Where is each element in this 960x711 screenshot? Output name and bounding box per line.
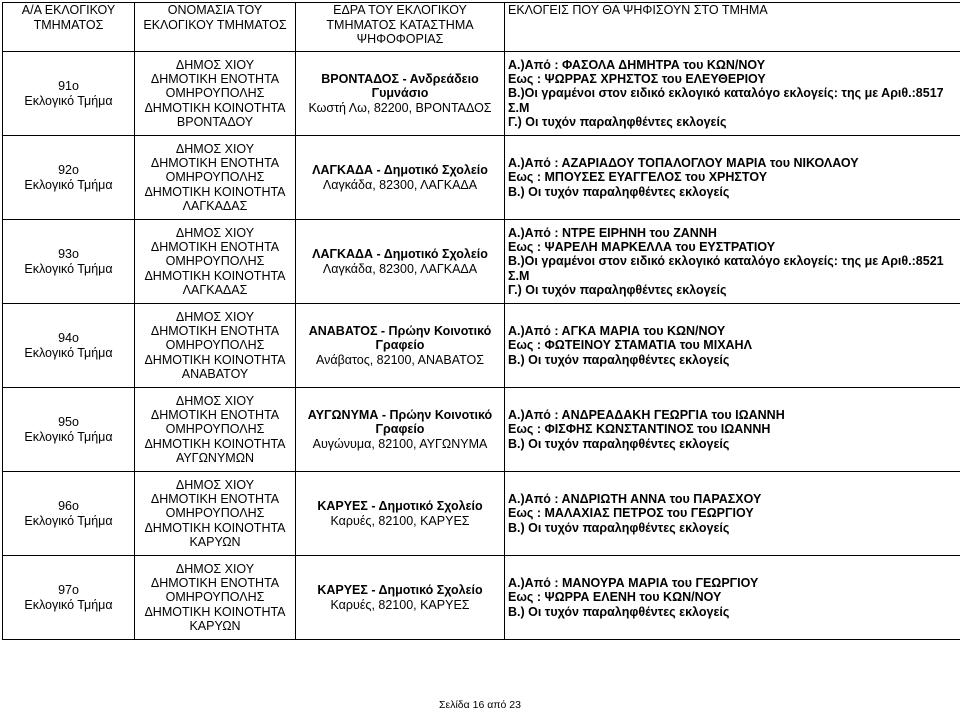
voters-line: Εως : ΜΠΟΥΣΕΣ ΕΥΑΓΓΕΛΟΣ του ΧΡΗΣΤΟΥ — [508, 170, 768, 185]
station-number-cell — [3, 472, 135, 556]
station-name-line: ΔΗΜΟΣ ΧΙΟΥ — [175, 393, 255, 408]
voters-line: Εως : ΨΩΡΡΑ ΕΛΕΝΗ του ΚΩΝ/ΝΟΥ — [508, 590, 722, 605]
station-name-line: ΔΗΜΟΤΙΚΗ ΕΝΟΤΗΤΑ — [150, 492, 280, 507]
voters-line: Εως : ΜΑΛΑΧΙΑΣ ΠΕΤΡΟΣ του ΓΕΩΡΓΙΟΥ — [508, 506, 754, 521]
station-name-line: ΔΗΜΟΤΙΚΗ ΕΝΟΤΗΤΑ — [150, 156, 280, 171]
table-row — [3, 472, 960, 556]
station-name-line: ΛΑΓΚΑΔΑΣ — [182, 282, 248, 297]
station-name-line: ΔΗΜΟΣ ΧΙΟΥ — [175, 225, 255, 240]
station-seat-cell — [296, 304, 505, 388]
station-name-line: ΔΗΜΟΤΙΚΗ ΕΝΟΤΗΤΑ — [150, 240, 280, 255]
station-label: Εκλογικό Τμήμα — [24, 429, 113, 444]
seat-title: ΒΡΟΝΤΑΔΟΣ - Ανδρεάδειο Γυμνάσιο — [321, 72, 479, 101]
station-seat-cell — [296, 472, 505, 556]
station-label: Εκλογικό Τμήμα — [24, 597, 113, 612]
station-number: 97ο — [58, 583, 79, 598]
voters-line: Α.)Από : ΦΑΣΟΛΑ ΔΗΜΗΤΡΑ του ΚΩΝ/ΝΟΥ — [508, 57, 766, 72]
station-name-line: ΟΜΗΡΟΥΠΟΛΗΣ — [165, 590, 265, 605]
station-seat-cell — [296, 220, 505, 304]
seat-address: Λαγκάδα, 82300, ΛΑΓΚΑΔΑ — [322, 261, 478, 276]
voters-line: Α.)Από : ΜΑΝΟΥΡΑ ΜΑΡΙΑ του ΓΕΩΡΓΙΟΥ — [508, 576, 759, 591]
voters-cell — [505, 556, 960, 640]
header-station-seat: ΕΔΡΑ ΤΟΥ ΕΚΛΟΓΙΚΟΥ ΤΜΗΜΑΤΟΣ ΚΑΤΑΣΤΗΜΑ ΨΗΦΟΦΟΡΙΑΣ — [296, 3, 505, 52]
station-name-line: ΒΡΟΝΤΑΔΟΥ — [176, 114, 254, 129]
seat-title: ΚΑΡΥΕΣ - Δημοτικό Σχολείο — [317, 499, 483, 514]
voters-line: Β.) Οι τυχόν παραληφθέντες εκλογείς — [508, 520, 730, 535]
seat-title: ΑΝΑΒΑΤΟΣ - Πρώην Κοινοτικό Γραφείο — [308, 324, 492, 353]
voters-line: Γ.) Οι τυχόν παραληφθέντες εκλογείς — [508, 114, 727, 129]
seat-address: Κωστή Λω, 82200, ΒΡΟΝΤΑΔΟΣ — [308, 100, 492, 115]
station-name-line: ΚΑΡΥΩΝ — [189, 534, 241, 549]
seat-title: ΛΑΓΚΑΔΑ - Δημοτικό Σχολείο — [312, 163, 488, 178]
station-name-line: ΑΥΓΩΝΥΜΩΝ — [175, 450, 255, 465]
seat-address: Λαγκάδα, 82300, ΛΑΓΚΑΔΑ — [322, 177, 478, 192]
voters-line: Α.)Από : ΑΝΔΡΙΩΤΗ ΑΝΝΑ του ΠΑΡΑΣΧΟΥ — [508, 492, 762, 507]
station-name-line: ΔΗΜΟΤΙΚΗ ΕΝΟΤΗΤΑ — [150, 408, 280, 423]
voters-line: Α.)Από : ΑΖΑΡΙΑΔΟΥ ΤΟΠΑΛΟΓΛΟΥ ΜΑΡΙΑ του ΝΙΚΟΛΑΟΥ — [508, 156, 859, 171]
voters-line: Β.) Οι τυχόν παραληφθέντες εκλογείς — [508, 184, 730, 199]
seat-title: ΑΥΓΩΝΥΜΑ - Πρώην Κοινοτικό Γραφείο — [307, 408, 493, 437]
station-seat-cell — [296, 388, 505, 472]
header-station-number: Α/Α ΕΚΛΟΓΙΚΟΥ ΤΜΗΜΑΤΟΣ — [3, 3, 135, 52]
station-name-cell — [135, 52, 296, 136]
station-name-line: ΑΝΑΒΑΤΟΥ — [181, 366, 249, 381]
station-name-line: ΔΗΜΟΣ ΧΙΟΥ — [175, 477, 255, 492]
station-number: 92ο — [58, 163, 79, 178]
station-name-cell — [135, 472, 296, 556]
station-name-line: ΔΗΜΟΣ ΧΙΟΥ — [175, 309, 255, 324]
station-name-line: ΔΗΜΟΤΙΚΗ ΚΟΙΝΟΤΗΤΑ — [144, 352, 286, 367]
voters-line: Β.) Οι τυχόν παραληφθέντες εκλογείς — [508, 436, 730, 451]
station-number-cell — [3, 136, 135, 220]
station-number-cell — [3, 556, 135, 640]
seat-title: ΛΑΓΚΑΔΑ - Δημοτικό Σχολείο — [312, 247, 488, 262]
station-name-cell — [135, 136, 296, 220]
station-label: Εκλογικό Τμήμα — [24, 261, 113, 276]
table-row — [3, 556, 960, 640]
station-name-line: ΔΗΜΟΤΙΚΗ ΕΝΟΤΗΤΑ — [150, 576, 280, 591]
station-number: 96ο — [58, 499, 79, 514]
table-body — [3, 52, 960, 640]
voters-cell — [505, 472, 960, 556]
station-name-line: ΟΜΗΡΟΥΠΟΛΗΣ — [165, 254, 265, 269]
station-number: 95ο — [58, 415, 79, 430]
header-station-name: ΟΝΟΜΑΣΙΑ ΤΟΥ ΕΚΛΟΓΙΚΟΥ ΤΜΗΜΑΤΟΣ — [135, 3, 296, 52]
seat-address: Αυγώνυμα, 82100, ΑΥΓΩΝΥΜΑ — [312, 436, 488, 451]
station-name-line: ΟΜΗΡΟΥΠΟΛΗΣ — [165, 506, 265, 521]
voters-cell — [505, 388, 960, 472]
voters-line: Γ.) Οι τυχόν παραληφθέντες εκλογείς — [508, 282, 727, 297]
voters-line: Β.) Οι τυχόν παραληφθέντες εκλογείς — [508, 352, 730, 367]
station-name-line: ΔΗΜΟΤΙΚΗ ΚΟΙΝΟΤΗΤΑ — [144, 100, 286, 115]
voters-cell — [505, 136, 960, 220]
station-seat-cell — [296, 556, 505, 640]
station-name-line: ΛΑΓΚΑΔΑΣ — [182, 198, 248, 213]
voters-line: Α.)Από : ΝΤΡΕ ΕΙΡΗΝΗ του ΖΑΝΝΗ — [508, 225, 717, 240]
voters-line: Εως : ΨΑΡΕΛΗ ΜΑΡΚΕΛΛΑ του ΕΥΣΤΡΑΤΙΟΥ — [508, 240, 776, 255]
voters-cell — [505, 304, 960, 388]
voters-cell — [505, 220, 960, 304]
seat-address: Καρυές, 82100, ΚΑΡΥΕΣ — [330, 513, 470, 528]
table-row — [3, 52, 960, 136]
station-name-line: ΔΗΜΟΣ ΧΙΟΥ — [175, 141, 255, 156]
station-name-line: ΔΗΜΟΤΙΚΗ ΚΟΙΝΟΤΗΤΑ — [144, 184, 286, 199]
table-row — [3, 136, 960, 220]
station-seat-cell — [296, 136, 505, 220]
station-label: Εκλογικό Τμήμα — [24, 345, 113, 360]
seat-address: Καρυές, 82100, ΚΑΡΥΕΣ — [330, 597, 470, 612]
station-name-line: ΔΗΜΟΣ ΧΙΟΥ — [175, 57, 255, 72]
station-name-cell — [135, 556, 296, 640]
station-number-cell — [3, 388, 135, 472]
voters-cell — [505, 52, 960, 136]
voters-line: Β.)Οι γραμένοι στον ειδικό εκλογικό καταλόγο εκλογείς: της με Αριθ.:8521 Σ.Μ — [508, 254, 944, 283]
station-name-cell — [135, 304, 296, 388]
station-name-line: ΔΗΜΟΣ ΧΙΟΥ — [175, 561, 255, 576]
voters-line: Β.)Οι γραμένοι στον ειδικό εκλογικό καταλόγο εκλογείς: της με Αριθ.:8517 Σ.Μ — [508, 86, 944, 115]
table-row — [3, 220, 960, 304]
station-name-cell — [135, 220, 296, 304]
voters-line: Εως : ΦΩΤΕΙΝΟΥ ΣΤΑΜΑΤΙΑ του ΜΙΧΑΗΛ — [508, 338, 752, 353]
voters-line: Εως : ΦΙΣΦΗΣ ΚΩΝΣΤΑΝΤΙΝΟΣ του ΙΩΑΝΝΗ — [508, 422, 771, 437]
page-footer: Σελίδα 16 από 23 — [439, 699, 521, 711]
station-name-line: ΔΗΜΟΤΙΚΗ ΕΝΟΤΗΤΑ — [150, 324, 280, 339]
station-name-line: ΔΗΜΟΤΙΚΗ ΕΝΟΤΗΤΑ — [150, 72, 280, 87]
station-name-line: ΚΑΡΥΩΝ — [189, 618, 241, 633]
seat-title: ΚΑΡΥΕΣ - Δημοτικό Σχολείο — [317, 583, 483, 598]
table-row — [3, 304, 960, 388]
station-name-cell — [135, 388, 296, 472]
station-label: Εκλογικό Τμήμα — [24, 93, 113, 108]
station-name-line: ΟΜΗΡΟΥΠΟΛΗΣ — [165, 86, 265, 101]
header-voters: ΕΚΛΟΓΕΙΣ ΠΟΥ ΘΑ ΨΗΦΙΣΟΥΝ ΣΤΟ ΤΜΗΜΑ — [505, 3, 960, 52]
station-name-line: ΔΗΜΟΤΙΚΗ ΚΟΙΝΟΤΗΤΑ — [144, 436, 286, 451]
station-name-line: ΟΜΗΡΟΥΠΟΛΗΣ — [165, 170, 265, 185]
station-name-line: ΟΜΗΡΟΥΠΟΛΗΣ — [165, 338, 265, 353]
station-number-cell — [3, 52, 135, 136]
station-number-cell — [3, 304, 135, 388]
station-name-line: ΔΗΜΟΤΙΚΗ ΚΟΙΝΟΤΗΤΑ — [144, 604, 286, 619]
voters-line: Β.) Οι τυχόν παραληφθέντες εκλογείς — [508, 604, 730, 619]
polling-stations-table — [2, 2, 960, 640]
table-header-row — [3, 3, 960, 52]
voters-line: Α.)Από : ΑΝΔΡΕΑΔΑΚΗ ΓΕΩΡΓΙΑ του ΙΩΑΝΝΗ — [508, 408, 785, 423]
voters-line: Εως : ΨΩΡΡΑΣ ΧΡΗΣΤΟΣ του ΕΛΕΥΘΕΡΙΟΥ — [508, 72, 766, 87]
station-number: 91ο — [58, 79, 79, 94]
station-label: Εκλογικό Τμήμα — [24, 177, 113, 192]
station-number: 93ο — [58, 247, 79, 262]
seat-address: Ανάβατος, 82100, ΑΝΑΒΑΤΟΣ — [315, 352, 484, 367]
table-row — [3, 388, 960, 472]
station-number: 94ο — [58, 331, 79, 346]
station-name-line: ΟΜΗΡΟΥΠΟΛΗΣ — [165, 422, 265, 437]
voters-line: Α.)Από : ΑΓΚΑ ΜΑΡΙΑ του ΚΩΝ/ΝΟΥ — [508, 324, 726, 339]
station-name-line: ΔΗΜΟΤΙΚΗ ΚΟΙΝΟΤΗΤΑ — [144, 520, 286, 535]
station-number-cell — [3, 220, 135, 304]
station-seat-cell — [296, 52, 505, 136]
station-name-line: ΔΗΜΟΤΙΚΗ ΚΟΙΝΟΤΗΤΑ — [144, 268, 286, 283]
station-label: Εκλογικό Τμήμα — [24, 513, 113, 528]
